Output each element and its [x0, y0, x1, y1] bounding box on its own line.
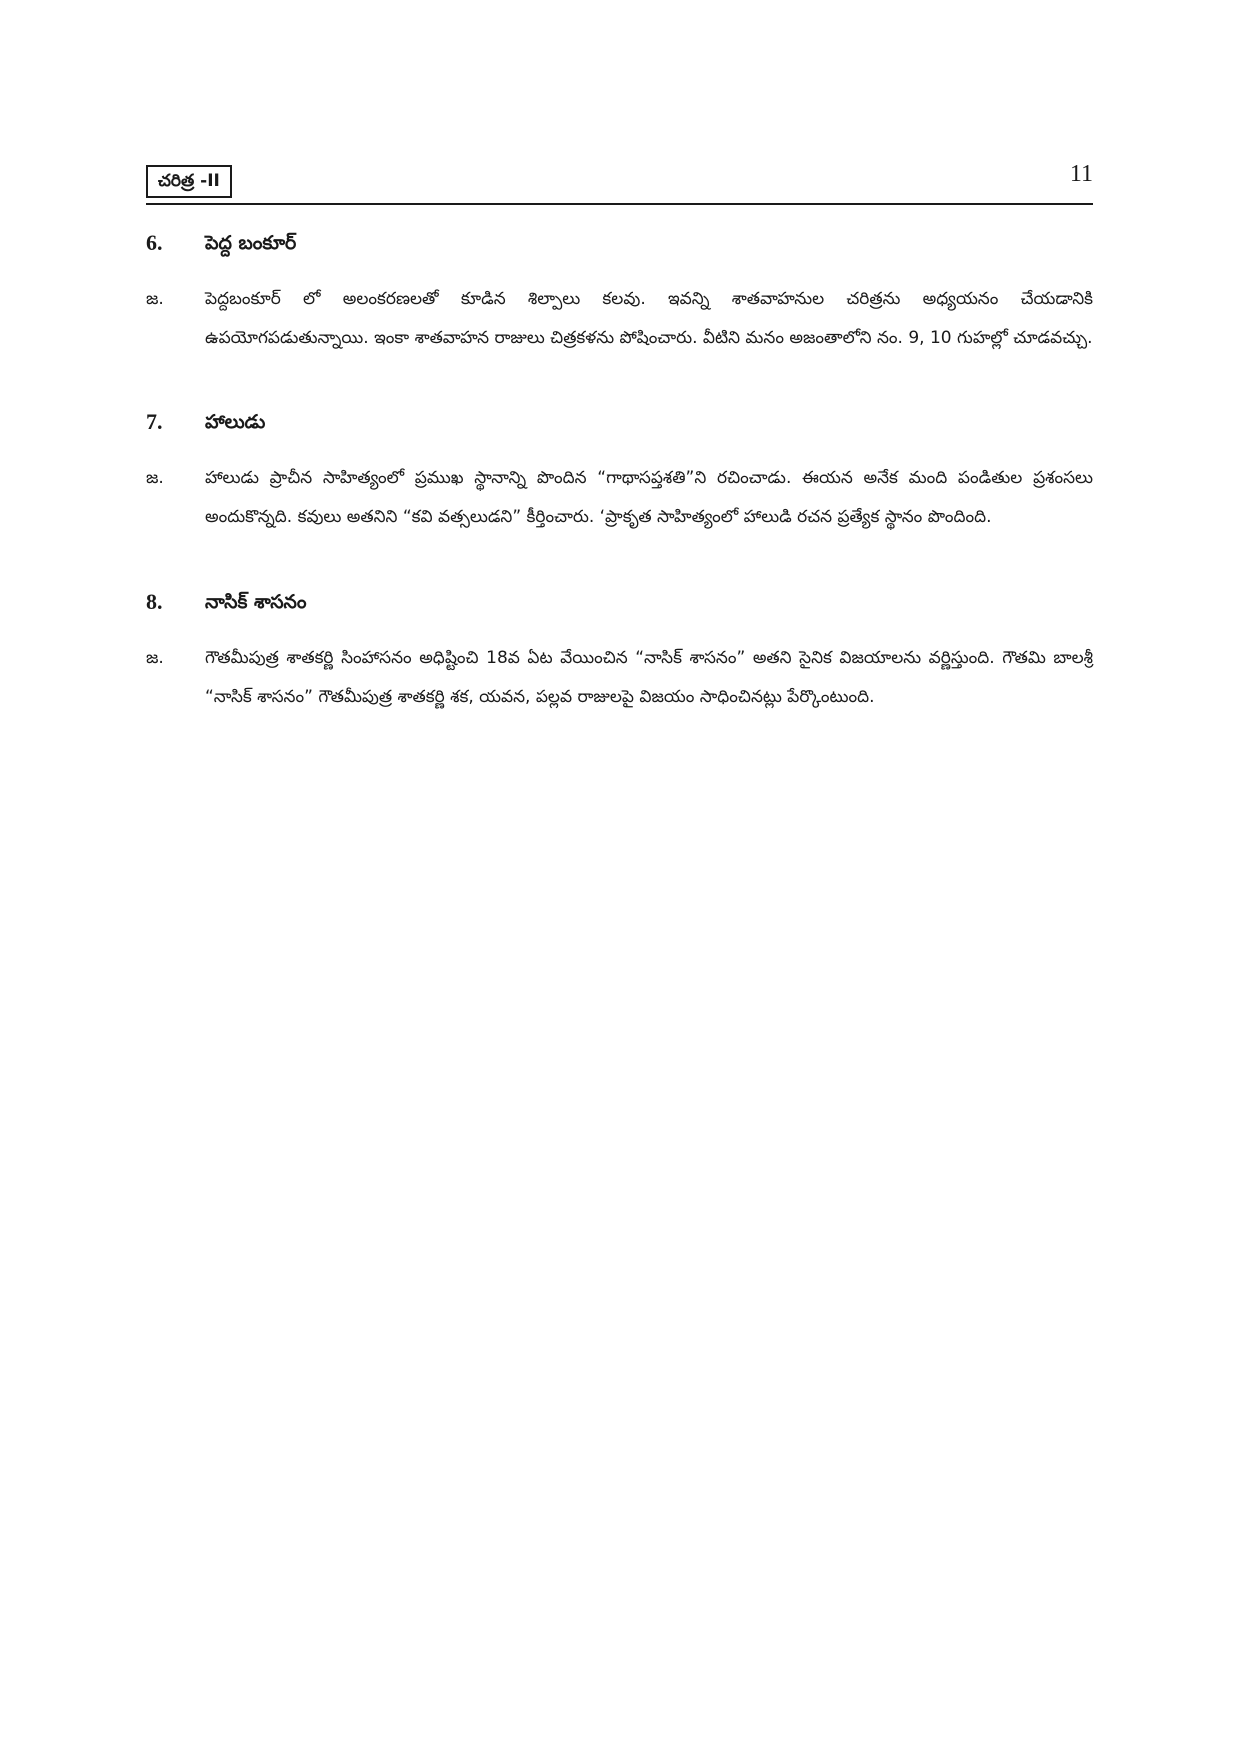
page-number: 11 — [1069, 161, 1093, 187]
answer-block — [146, 280, 1093, 358]
answer-text: గౌతమీపుత్ర శాతకర్ణి సింహాసనం అధిష్టించి 18వ ఏట వేయించిన “నాసిక్ శాసనం” అతని సైనిక విజయాలను వర్ణిస్తుంది. గౌతమి బాలశ్రీ “నాసిక్ శాసనం” గౌతమీపుత్ర శాతకర్ణి శక, యవన, పల్లవ రాజులపై విజయం సాధించినట్లు పేర్కొంటుంది. — [205, 648, 1093, 707]
section-title: హాలుడు — [205, 411, 266, 433]
section-6 — [146, 226, 1093, 358]
answer-block — [146, 639, 1093, 717]
section-title: పెద్ద బంకూర్ — [205, 232, 297, 254]
page-header — [146, 161, 1093, 205]
section-7 — [146, 405, 1093, 537]
section-heading — [146, 585, 1093, 619]
subject-label: చరిత్ర -II — [146, 165, 232, 198]
section-heading — [146, 405, 1093, 439]
answer-label: జ. — [146, 289, 164, 309]
answer-label: జ. — [146, 468, 164, 488]
answer-text: పెద్దబంకూర్ లో అలంకరణలతో కూడిన శిల్పాలు కలవు. ఇవన్ని శాతవాహనుల చరిత్రను అధ్యయనం చేయడానికి ఉపయోగపడుతున్నాయి. ఇంకా శాతవాహన రాజులు చిత్రకళను పోషించారు. వీటిని మనం అజంతాలోని నం. 9, 10 గుహల్లో చూడవచ్చు. — [205, 289, 1093, 348]
section-number: 6. — [146, 230, 163, 255]
answer-text: హాలుడు ప్రాచీన సాహిత్యంలో ప్రముఖ స్థానాన్ని పొందిన “గాథాసప్తశతి”ని రచించాడు. ఈయన అనేక మంది పండితుల ప్రశంసలు అందుకొన్నది. కవులు అతనిని “కవి వత్సలుడని” కీర్తించారు. ‘ప్రాకృత సాహిత్యంలో హాలుడి రచన ప్రత్యేక స్థానం పొందింది. — [205, 468, 1093, 527]
section-heading — [146, 226, 1093, 260]
section-number: 8. — [146, 589, 163, 614]
answer-label: జ. — [146, 648, 164, 668]
answer-block — [146, 459, 1093, 537]
section-number: 7. — [146, 409, 163, 434]
section-8 — [146, 585, 1093, 717]
section-title: నాసిక్ శాసనం — [205, 591, 307, 613]
